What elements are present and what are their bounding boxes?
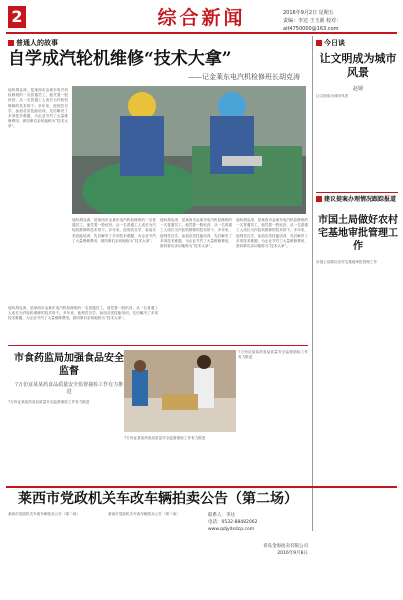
editor-line: 责编：李达 王玉新 校对：: [283, 18, 342, 24]
today-body: 让文明成为城市风景: [316, 94, 349, 98]
notice-org: 青岛金海拍卖有限公司: [263, 544, 308, 549]
today-label: 今日谈: [316, 38, 345, 48]
main-body-col3: 他叫胡克涛，是莱西市金莱东电汽机检修班的一名普通员工，他凭着一股钻劲，从一名普通工人成长为汽轮机维修的技术骨干。多年来，他刻苦自学，参加各类技能培训，先后解决了多项技术难题，为企业节约了大量维修费用，被同事们亲切地称为“技术大拿”。: [236, 218, 308, 249]
followup-label: 建议提案办理情况跟踪报道: [316, 196, 398, 204]
market-photo: [124, 350, 236, 432]
followup-headline: 市国土局做好农村宅基地审批管理工作: [318, 215, 398, 252]
main-headline: 自学成汽轮机维修“技术大拿”: [8, 49, 232, 69]
notice-headline: 莱西市党政机关车改车辆拍卖公告（第二场）: [18, 491, 298, 507]
email-line: ait4750000@163.com: [283, 26, 339, 32]
market-rule: [8, 345, 308, 346]
followup-body: 市国土局做好农村宅基地审批管理工作: [316, 260, 378, 264]
header-rule: [6, 32, 397, 34]
main-body-col1b: 他叫胡克涛，是莱西市金莱东电汽机检修班的一名普通员工，他凭着一股钻劲，从一名普通工人成长为汽轮机维修的技术骨干。多年来，他刻苦自学，参加各类技能培训，先后解决了多项技术难题，为企业节约了大量维修费用，被同事们亲切地称为“技术大拿”。: [8, 306, 158, 321]
main-photo: [72, 86, 306, 214]
notice-phone: 电话：0532-88482062: [208, 520, 258, 525]
main-body-col1c: 他叫胡克涛，是莱西市金莱东电汽机检修班的一名普通员工，他凭着一股钻劲，从一名普通工人成长为汽轮机维修的技术骨干。多年来，他刻苦自学，参加各类技能培训，先后解决了多项技术难题，为企业节约了大量维修费用，被同事们亲切地称为“技术大拿”。: [72, 218, 156, 243]
notice-contact: 联系人：李达: [208, 513, 235, 518]
market-headline: 市食药监局加强食品安全监督: [14, 353, 124, 377]
header-info: [283, 9, 399, 33]
notice-contact-block: [208, 512, 308, 557]
footer-rule: [6, 486, 397, 488]
main-subhead: ——记金莱东电汽机检修班长胡克涛: [188, 73, 300, 81]
date-line: 2016年9月2日 星期五: [283, 10, 334, 16]
column-divider: [312, 36, 313, 531]
market-body-col2: 7万份证某某药食品质量安全监督抽检工作有力推进: [238, 350, 308, 360]
market-subhead: 7万份证某某药食品质量安全监督抽检工作有力推进: [14, 382, 124, 395]
main-section-label: 普通人的故事: [8, 38, 58, 48]
market-body: 7万份证某某药食品质量安全监督抽检工作有力推进: [8, 400, 90, 404]
market-body-col3: 7万份证某某药食品质量安全监督抽检工作有力推进: [124, 436, 206, 440]
notice-body-col2: 莱西市党政机关车改车辆拍卖公告（第二场）: [108, 512, 180, 516]
today-byline: 赵钢: [352, 86, 363, 92]
right-rule: [316, 192, 398, 193]
today-headline: 让文明成为城市风景: [319, 52, 397, 79]
section-title: 综合新闻: [157, 7, 246, 29]
notice-web: www.qdjydsdcp.com: [208, 527, 255, 532]
main-body-col2: 他叫胡克涛，是莱西市金莱东电汽机检修班的一名普通员工，他凭着一股钻劲，从一名普通工人成长为汽轮机维修的技术骨干。多年来，他刻苦自学，参加各类技能培训，先后解决了多项技术难题，为企业节约了大量维修费用，被同事们亲切地称为“技术大拿”。: [160, 218, 232, 249]
notice-date: 2016年9月8日: [277, 551, 308, 556]
main-body-col1: 他叫胡克涛，是莱西市金莱东电汽机检修班的一名普通员工，他凭着一股钻劲，从一名普通工人成长为汽轮机维修的技术骨干。多年来，他刻苦自学，参加各类技能培训，先后解决了多项技术难题，为企业节约了大量维修费用，被同事们亲切地称为“技术大拿”。: [8, 88, 68, 129]
notice-body-col1: 莱西市党政机关车改车辆拍卖公告（第二场）: [8, 512, 80, 516]
page-number: 2: [8, 6, 26, 28]
